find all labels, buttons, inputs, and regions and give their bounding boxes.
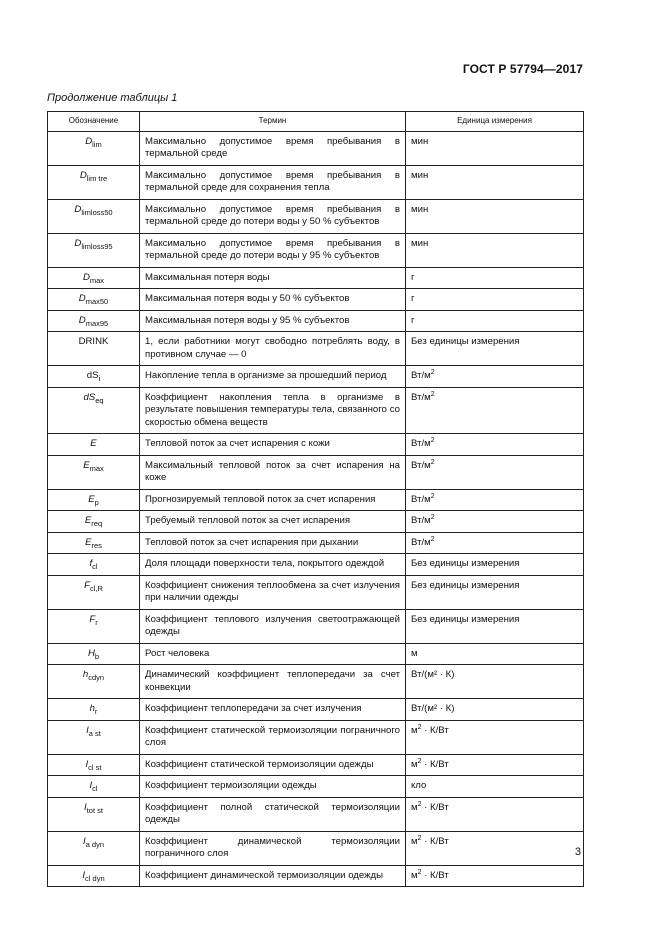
unit-text: м bbox=[411, 869, 418, 881]
symbol-main: D bbox=[82, 271, 90, 283]
unit-text: Без единицы измерения bbox=[411, 558, 520, 569]
unit-cell bbox=[406, 609, 584, 643]
symbol-subscript: max bbox=[89, 275, 105, 285]
symbol-cell bbox=[48, 699, 140, 721]
table-row bbox=[48, 131, 584, 165]
symbol-main: E bbox=[90, 438, 97, 449]
unit-text: мин bbox=[411, 169, 429, 181]
unit-superscript: 2 bbox=[430, 458, 435, 466]
symbol-main: dS bbox=[83, 391, 96, 403]
symbol-cell bbox=[48, 434, 140, 456]
symbol-main: D bbox=[78, 293, 86, 304]
unit-text: г bbox=[411, 314, 415, 326]
symbol-subscript: i bbox=[98, 374, 101, 383]
symbol-cell bbox=[48, 267, 140, 289]
term-cell: Максимально допустимое время пребывания в термальной среде bbox=[140, 131, 406, 165]
symbol-subscript: a st bbox=[88, 728, 101, 738]
symbol-main: E bbox=[85, 536, 92, 548]
symbol-subscript: lim bbox=[92, 139, 102, 149]
term-cell: Максимальная потеря воды bbox=[140, 267, 406, 289]
symbol-main: I bbox=[84, 801, 87, 813]
symbol-cell bbox=[48, 332, 140, 366]
unit-text: Вт/м bbox=[411, 459, 431, 471]
term-cell: Рост человека bbox=[140, 643, 406, 665]
term-cell: Коэффициент теплового излучения светоотражающей одежды bbox=[140, 609, 406, 643]
unit-text: Вт/м bbox=[411, 536, 431, 548]
symbol-cell bbox=[48, 199, 140, 233]
term-cell: Коэффициент термоизоляции одежды bbox=[140, 776, 406, 798]
symbol-main: F bbox=[84, 579, 90, 591]
table-row bbox=[48, 532, 584, 554]
symbol-main: D bbox=[79, 169, 87, 181]
unit-superscript: 2 bbox=[417, 800, 422, 808]
symbol-subscript: limloss95 bbox=[81, 241, 113, 251]
symbol-main: H bbox=[87, 647, 95, 659]
symbol-subscript: max95 bbox=[85, 318, 109, 328]
unit-cell bbox=[406, 199, 584, 233]
unit-superscript: 2 bbox=[417, 757, 422, 765]
symbol-main: I bbox=[86, 724, 89, 736]
unit-cell bbox=[406, 665, 584, 699]
symbol-subscript: cl bbox=[92, 562, 98, 571]
symbol-subscript: cdyn bbox=[88, 673, 105, 682]
term-cell: Коэффициент статической термоизоляции пограничного слоя bbox=[140, 720, 406, 754]
table-row bbox=[48, 699, 584, 721]
symbol-subscript: cl st bbox=[88, 762, 102, 772]
symbol-cell bbox=[48, 310, 140, 332]
table-row bbox=[48, 831, 584, 865]
unit-cell bbox=[406, 455, 584, 489]
symbol-main: D bbox=[85, 135, 93, 147]
symbol-subscript: cl dyn bbox=[85, 873, 105, 883]
table-row bbox=[48, 754, 584, 776]
term-cell: Тепловой поток за счет испарения при дыхании bbox=[140, 532, 406, 554]
table-row bbox=[48, 797, 584, 831]
unit-superscript: 2 bbox=[430, 390, 435, 398]
standard-designation: ГОСТ Р 57794—2017 bbox=[462, 62, 583, 76]
unit-superscript: 2 bbox=[430, 437, 435, 444]
term-cell: Доля площади поверхности тела, покрытого одеждой bbox=[140, 554, 406, 576]
term-cell: Коэффициент теплопередачи за счет излучения bbox=[140, 699, 406, 721]
term-cell: Коэффициент полной статической термоизоляции одежды bbox=[140, 797, 406, 831]
term-cell: Коэффициент статической термоизоляции одежды bbox=[140, 754, 406, 776]
unit-cell bbox=[406, 643, 584, 665]
unit-superscript: 2 bbox=[430, 514, 435, 521]
symbol-cell bbox=[48, 554, 140, 576]
symbol-subscript: cl bbox=[92, 784, 98, 793]
term-cell: Динамический коэффициент теплопередачи за счет конвекции bbox=[140, 665, 406, 699]
symbol-main: D bbox=[74, 203, 82, 215]
table-row bbox=[48, 366, 584, 388]
unit-suffix: · К/Вт bbox=[421, 835, 449, 847]
unit-text: м bbox=[411, 647, 418, 659]
symbol-cell bbox=[48, 665, 140, 699]
symbol-cell bbox=[48, 233, 140, 267]
unit-text: г bbox=[411, 271, 415, 283]
unit-superscript: 2 bbox=[430, 535, 435, 543]
unit-suffix: · К/Вт bbox=[421, 758, 449, 770]
symbol-subscript: lim tre bbox=[86, 173, 108, 183]
unit-text: Вт/м bbox=[411, 370, 431, 381]
unit-cell bbox=[406, 575, 584, 609]
unit-text: г bbox=[411, 293, 415, 304]
table-header-row bbox=[48, 112, 584, 132]
term-cell: Максимальный тепловой поток за счет испарения на коже bbox=[140, 455, 406, 489]
symbol-main: D bbox=[74, 237, 82, 249]
unit-superscript: 2 bbox=[417, 834, 422, 842]
unit-superscript: 2 bbox=[417, 868, 422, 876]
term-cell: Накопление тепла в организме за прошедший период bbox=[140, 366, 406, 388]
symbol-subscript: max50 bbox=[85, 297, 109, 306]
table-row bbox=[48, 267, 584, 289]
page-number: 3 bbox=[574, 846, 581, 858]
table-row bbox=[48, 310, 584, 332]
symbol-main: E bbox=[83, 459, 90, 471]
term-cell: Коэффициент снижения теплообмена за счет излучения при наличии одежды bbox=[140, 575, 406, 609]
table-row bbox=[48, 554, 584, 576]
symbol-subscript: r bbox=[94, 707, 98, 716]
symbol-subscript: cl,R bbox=[89, 583, 103, 593]
term-cell: Максимально допустимое время пребывания в термальной среде для сохранения тепла bbox=[140, 165, 406, 199]
unit-text: Вт/м bbox=[411, 391, 431, 403]
table-row bbox=[48, 776, 584, 798]
unit-text: мин bbox=[411, 203, 429, 215]
symbol-main: I bbox=[85, 758, 89, 770]
unit-cell bbox=[406, 532, 584, 554]
unit-text: м bbox=[411, 835, 418, 847]
symbol-cell bbox=[48, 643, 140, 665]
unit-cell bbox=[406, 754, 584, 776]
symbol-main: E bbox=[88, 493, 95, 505]
symbol-cell bbox=[48, 831, 140, 865]
term-cell: Максимально допустимое время пребывания в термальной среде до потери воды у 50 % субъектов bbox=[140, 199, 406, 233]
table-row bbox=[48, 387, 584, 434]
unit-text: Вт/(м² · К) bbox=[411, 703, 455, 714]
table-row bbox=[48, 609, 584, 643]
symbol-cell bbox=[48, 131, 140, 165]
unit-text: Вт/(м² · К) bbox=[411, 669, 455, 680]
table-row bbox=[48, 233, 584, 267]
unit-cell bbox=[406, 165, 584, 199]
table-row bbox=[48, 720, 584, 754]
table-row bbox=[48, 165, 584, 199]
term-cell: 1, если работники могут свободно потреблять воду, в противном случае — 0 bbox=[140, 332, 406, 366]
unit-text: Вт/м bbox=[411, 438, 431, 449]
unit-cell bbox=[406, 387, 584, 434]
unit-cell bbox=[406, 366, 584, 388]
symbol-subscript: limloss50 bbox=[81, 207, 113, 217]
unit-superscript: 2 bbox=[430, 369, 435, 376]
unit-cell bbox=[406, 434, 584, 456]
unit-cell bbox=[406, 554, 584, 576]
table-row bbox=[48, 289, 584, 311]
table-row bbox=[48, 455, 584, 489]
term-cell: Требуемый тепловой поток за счет испарения bbox=[140, 511, 406, 533]
symbol-main: E bbox=[84, 515, 92, 526]
term-cell: Коэффициент динамической термоизоляции одежды bbox=[140, 865, 406, 887]
term-cell: Тепловой поток за счет испарения с кожи bbox=[140, 434, 406, 456]
term-cell: Прогнозируемый тепловой поток за счет испарения bbox=[140, 489, 406, 511]
symbol-main: h bbox=[82, 669, 89, 680]
symbol-cell bbox=[48, 776, 140, 798]
column-header-term: Термин bbox=[140, 112, 406, 132]
unit-text: м bbox=[411, 724, 418, 736]
unit-suffix: · К/Вт bbox=[421, 724, 449, 736]
symbol-cell bbox=[48, 165, 140, 199]
symbol-cell bbox=[48, 489, 140, 511]
unit-text: Без единицы измерения bbox=[411, 579, 520, 591]
unit-cell bbox=[406, 699, 584, 721]
table-row bbox=[48, 511, 584, 533]
unit-cell bbox=[406, 289, 584, 311]
symbol-subscript: a dyn bbox=[85, 839, 105, 849]
unit-superscript: 2 bbox=[430, 492, 435, 500]
unit-cell bbox=[406, 865, 584, 887]
table-row bbox=[48, 489, 584, 511]
symbol-subscript: eq bbox=[95, 395, 104, 405]
unit-text: мин bbox=[411, 237, 429, 249]
symbol-main: h bbox=[89, 703, 95, 714]
symbol-subscript: b bbox=[94, 651, 100, 661]
table-caption: Продолжение таблицы 1 bbox=[47, 92, 178, 104]
column-header-unit: Единица измерения bbox=[406, 112, 584, 132]
symbol-cell bbox=[48, 366, 140, 388]
table-row bbox=[48, 332, 584, 366]
table-row bbox=[48, 643, 584, 665]
unit-cell bbox=[406, 831, 584, 865]
unit-cell bbox=[406, 776, 584, 798]
unit-cell bbox=[406, 267, 584, 289]
unit-cell bbox=[406, 511, 584, 533]
column-header-symbol: Обозначение bbox=[48, 112, 140, 132]
unit-text: Вт/м bbox=[411, 493, 431, 505]
symbol-cell bbox=[48, 865, 140, 887]
table-row bbox=[48, 865, 584, 887]
term-cell: Коэффициент динамической термоизоляции пограничного слоя bbox=[140, 831, 406, 865]
unit-text: м bbox=[411, 758, 418, 770]
symbol-subscript: res bbox=[91, 540, 102, 550]
unit-cell bbox=[406, 233, 584, 267]
unit-superscript: 2 bbox=[417, 723, 422, 731]
unit-cell bbox=[406, 332, 584, 366]
symbol-cell bbox=[48, 532, 140, 554]
term-cell: Максимальная потеря воды у 50 % субъектов bbox=[140, 289, 406, 311]
symbol-cell bbox=[48, 511, 140, 533]
symbol-subscript: max bbox=[89, 463, 104, 473]
symbol-main: I bbox=[89, 780, 93, 791]
symbol-main: f bbox=[89, 558, 93, 569]
symbol-cell bbox=[48, 720, 140, 754]
unit-text: Без единицы измерения bbox=[411, 336, 520, 347]
symbol-cell bbox=[48, 455, 140, 489]
unit-text: кло bbox=[411, 780, 427, 791]
symbol-main: F bbox=[89, 613, 96, 625]
unit-text: м bbox=[411, 801, 418, 813]
table-row bbox=[48, 575, 584, 609]
table-row bbox=[48, 434, 584, 456]
unit-text: Вт/м bbox=[411, 515, 431, 526]
symbol-main: DRINK bbox=[78, 336, 109, 347]
symbol-cell bbox=[48, 289, 140, 311]
symbol-main: I bbox=[82, 835, 86, 847]
symbol-cell bbox=[48, 754, 140, 776]
unit-suffix: · К/Вт bbox=[421, 869, 449, 881]
unit-cell bbox=[406, 720, 584, 754]
unit-cell bbox=[406, 310, 584, 332]
terms-table bbox=[47, 111, 584, 887]
symbol-subscript: p bbox=[94, 497, 99, 507]
unit-cell bbox=[406, 131, 584, 165]
symbol-main: I bbox=[82, 869, 86, 881]
symbol-cell bbox=[48, 387, 140, 434]
term-cell: Коэффициент накопления тепла в организме в результате повышения температуры тела, связанного со скоростью обмена веществ bbox=[140, 387, 406, 434]
symbol-cell bbox=[48, 609, 140, 643]
symbol-subscript: req bbox=[91, 519, 103, 528]
symbol-subscript: tot st bbox=[86, 805, 103, 815]
unit-cell bbox=[406, 797, 584, 831]
term-cell: Максимальная потеря воды у 95 % субъектов bbox=[140, 310, 406, 332]
symbol-subscript: r bbox=[95, 617, 98, 627]
term-cell: Максимально допустимое время пребывания в термальной среде до потери воды у 95 % субъектов bbox=[140, 233, 406, 267]
unit-text: Без единицы измерения bbox=[411, 613, 520, 625]
symbol-cell bbox=[48, 575, 140, 609]
unit-suffix: · К/Вт bbox=[421, 801, 449, 813]
symbol-main: D bbox=[78, 314, 86, 326]
symbol-cell bbox=[48, 797, 140, 831]
unit-text: мин bbox=[411, 135, 429, 147]
symbol-main: dS bbox=[86, 370, 99, 381]
unit-cell bbox=[406, 489, 584, 511]
table-row bbox=[48, 199, 584, 233]
table-row bbox=[48, 665, 584, 699]
